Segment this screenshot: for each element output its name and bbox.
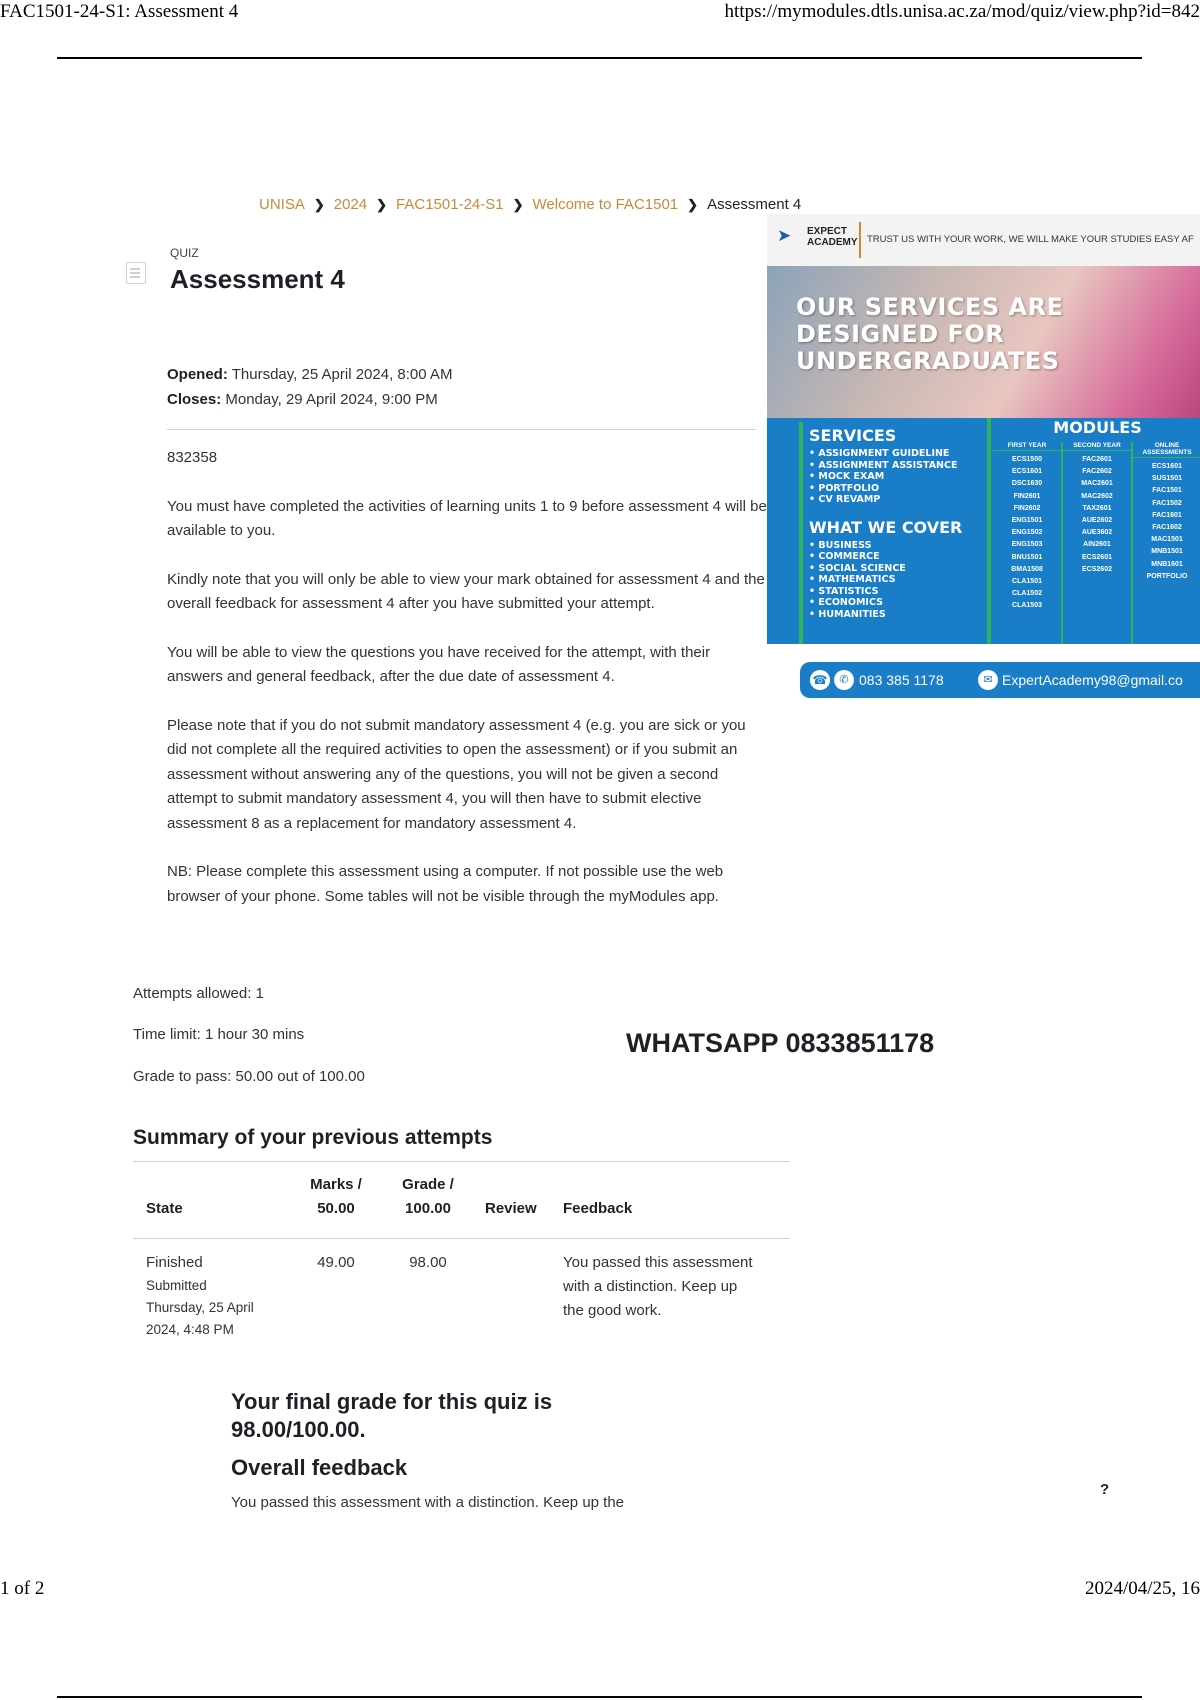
print-url: https://mymodules.dtls.unisa.ac.za/mod/quiz/view.php?id=842	[724, 1, 1200, 22]
breadcrumb-current: Assessment 4	[707, 196, 802, 213]
header-rule	[57, 57, 1142, 59]
ad-module-code: ECS1500	[1012, 456, 1042, 463]
ad-module-code: FIN2601	[1013, 492, 1041, 500]
ad-module-code: MAC1501	[1151, 536, 1183, 544]
description-code: 832358	[167, 449, 218, 466]
ad-module-code: CLA1503	[1012, 602, 1042, 610]
breadcrumb	[259, 196, 801, 213]
ad-modules-column	[993, 442, 1063, 644]
chevron-right-icon: ❯	[313, 197, 325, 212]
print-datetime: 2024/04/25, 16	[1084, 1578, 1200, 1599]
ad-module-code: MAC2602	[1081, 492, 1113, 500]
ad-service-item: • CV REVAMP	[809, 494, 881, 505]
ad-column-title: SECOND YEAR	[1063, 442, 1131, 451]
ad-module-code: FAC2602	[1082, 468, 1112, 476]
whatsapp-watermark: WHATSAPP 0833851178	[626, 1028, 935, 1058]
description-paragraph: Kindly note that you will only be able to view your mark obtained for assessment 4 and the overall feedback for assessment 4 after you have submitted your attempt.	[167, 570, 765, 612]
ad-module-code: FAC1602	[1152, 524, 1182, 532]
advertisement-banner	[767, 214, 1200, 699]
print-page-number: 1 of 2	[0, 1578, 45, 1599]
ad-service-item: • ASSIGNMENT ASSISTANCE	[809, 459, 958, 471]
attempt-feedback-line: with a distinction. Keep up	[563, 1278, 738, 1295]
ad-modules-title: MODULES	[1053, 418, 1142, 437]
ad-phone: 083 385 1178	[859, 672, 944, 688]
chevron-right-icon: ❯	[376, 197, 388, 212]
col-header-state: State	[146, 1200, 183, 1217]
ad-module-code: ENG1503	[1011, 541, 1043, 549]
chevron-right-icon: ❯	[687, 197, 699, 212]
attempt-state-text: Finished	[146, 1254, 203, 1271]
phone-icon: ☎	[810, 670, 830, 690]
closes-label: Closes:	[167, 391, 222, 408]
ad-tagline: TRUST US WITH YOUR WORK, WE WILL MAKE YOUR STUDIES EASY AF	[867, 234, 1194, 245]
ad-service-item: • PORTFOLIO	[809, 482, 880, 494]
final-grade	[231, 1388, 552, 1444]
ad-brand-line: ACADEMY	[807, 237, 858, 248]
col-header-grade-line: Grade /	[402, 1176, 454, 1193]
divider	[167, 429, 756, 430]
attempt-submitted: Thursday, 25 April	[146, 1300, 254, 1315]
footer-rule	[57, 1696, 1142, 1698]
ad-module-code: ECS1601	[1012, 468, 1042, 476]
ad-modules	[987, 418, 1200, 644]
ad-cover-item: • MATHEMATICS	[809, 574, 896, 585]
ad-cover-item: • HUMANITIES	[809, 608, 886, 620]
ad-module-code: ECS2601	[1082, 553, 1112, 561]
help-icon[interactable]: ?	[1100, 1481, 1110, 1498]
ad-brand	[807, 226, 858, 248]
quiz-dates	[167, 362, 452, 412]
grade-to-pass: Grade to pass: 50.00 out of 100.00	[133, 1068, 365, 1085]
overall-feedback-title: Overall feedback	[231, 1455, 408, 1480]
breadcrumb-course[interactable]: FAC1501-24-S1	[396, 196, 504, 213]
ad-headline-line: DESIGNED FOR	[796, 320, 1005, 348]
ad-modules-column	[1063, 442, 1133, 644]
attempt-marks: 49.00	[317, 1254, 355, 1271]
attempt-state	[146, 1251, 254, 1341]
ad-column-title: ONLINE ASSESSMENTS	[1133, 442, 1200, 458]
breadcrumb-unisa[interactable]: UNISA	[259, 196, 305, 213]
ad-module-code: BMA1508	[1011, 565, 1043, 573]
time-limit: Time limit: 1 hour 30 mins	[133, 1026, 305, 1043]
col-header-feedback: Feedback	[563, 1200, 633, 1217]
ad-cover-item: • SOCIAL SCIENCE	[809, 562, 906, 574]
ad-module-code: FAC2601	[1082, 456, 1112, 463]
page-title: Assessment 4	[170, 264, 345, 294]
ad-module-code: MNB1501	[1151, 548, 1183, 556]
ad-services	[799, 422, 999, 644]
ad-service-item: • ASSIGNMENT GUIDELINE	[809, 448, 950, 459]
ad-top-bar	[767, 214, 1200, 266]
ad-modules-column	[1133, 442, 1200, 644]
ad-module-code: SUS1501	[1152, 475, 1182, 483]
ad-email: ExpertAcademy98@gmail.co	[1002, 672, 1183, 688]
col-header-grade-line: 100.00	[405, 1200, 451, 1217]
ad-divider	[859, 222, 861, 258]
ad-cover-item: • ECONOMICS	[809, 597, 883, 608]
attempt-grade: 98.00	[409, 1254, 447, 1271]
print-page-title: FAC1501-24-S1: Assessment 4	[0, 1, 239, 22]
ad-headline-line: OUR SERVICES ARE	[796, 293, 1064, 321]
ad-module-code: PORTFOLIO	[1146, 572, 1188, 580]
table-top-border	[133, 1161, 790, 1162]
attempt-submitted: 2024, 4:48 PM	[146, 1322, 234, 1337]
col-header-marks-line: Marks /	[310, 1176, 362, 1193]
breadcrumb-year[interactable]: 2024	[333, 196, 368, 213]
ad-module-code: CLA1501	[1012, 578, 1042, 586]
activity-type-label: QUIZ	[170, 246, 199, 260]
closes-value: Monday, 29 April 2024, 9:00 PM	[225, 391, 438, 408]
chevron-right-icon: ❯	[512, 197, 524, 212]
attempts-allowed: Attempts allowed: 1	[133, 985, 264, 1002]
col-header-marks-line: 50.00	[317, 1200, 355, 1217]
description-paragraph: NB: Please complete this assessment using a computer. If not possible use the web browser of your phone. Some tables will not be visible through the myModules app.	[167, 863, 724, 905]
attempt-feedback-line: You passed this assessment	[563, 1254, 753, 1271]
ad-module-code: FAC1502	[1152, 499, 1182, 507]
table-header-border	[133, 1238, 790, 1239]
quiz-icon	[126, 262, 146, 284]
ad-service-item: • MOCK EXAM	[809, 471, 885, 482]
ad-module-code: AUE2602	[1081, 517, 1113, 525]
opened-value: Thursday, 25 April 2024, 8:00 AM	[231, 366, 453, 383]
ad-module-code: AIN2601	[1083, 541, 1111, 549]
ad-cover-item: • BUSINESS	[809, 539, 872, 551]
ad-cover-title: WHAT WE COVER	[809, 517, 963, 537]
ad-headline	[796, 294, 1064, 375]
overall-feedback-text: You passed this assessment with a distinction. Keep up the	[231, 1494, 625, 1511]
print-header	[0, 0, 1200, 28]
ad-brand-line: EXPECT	[807, 226, 848, 237]
ad-module-code: ECS1601	[1152, 463, 1182, 470]
col-header-marks	[306, 1173, 366, 1221]
whatsapp-icon: ✆	[834, 670, 854, 690]
breadcrumb-welcome[interactable]: Welcome to FAC1501	[532, 196, 679, 213]
ad-headline-line: UNDERGRADUATES	[796, 347, 1060, 375]
col-header-review: Review	[485, 1200, 537, 1217]
description-paragraph: You must have completed the activities of learning units 1 to 9 before assessment 4 will be available to you.	[167, 497, 767, 539]
attempt-submitted: Submitted	[146, 1278, 207, 1293]
opened-label: Opened:	[167, 366, 228, 383]
ad-module-code: ECS2602	[1082, 565, 1112, 573]
summary-title: Summary of your previous attempts	[133, 1126, 493, 1149]
quiz-description	[167, 446, 767, 933]
mail-icon: ✉	[978, 670, 998, 690]
paper-plane-icon: ➤	[777, 226, 792, 245]
final-grade-value: 98.00/100.00.	[231, 1417, 366, 1442]
ad-cover-item: • STATISTICS	[809, 585, 879, 597]
ad-module-code: ENG1501	[1011, 517, 1043, 525]
ad-module-code: MNB1601	[1151, 560, 1183, 568]
ad-module-code: AUE3602	[1081, 529, 1113, 537]
col-header-grade	[393, 1173, 463, 1221]
ad-module-code: DSC1630	[1011, 480, 1043, 488]
ad-module-code: MAC2601	[1081, 480, 1113, 488]
ad-module-code: FIN2602	[1013, 504, 1041, 512]
print-footer	[0, 1578, 1200, 1606]
ad-module-code: FAC1601	[1152, 511, 1182, 519]
ad-module-code: TAX2601	[1082, 504, 1112, 512]
ad-contact-bar	[800, 662, 1200, 698]
attempt-feedback-line: the good work.	[563, 1302, 662, 1319]
ad-module-code: FAC1501	[1152, 487, 1182, 495]
description-paragraph: You will be able to view the questions you have received for the attempt, with their answers and general feedback, after the due date of assessment 4.	[167, 643, 711, 685]
ad-module-code: ENG1502	[1011, 529, 1043, 537]
ad-column-title: FIRST YEAR	[993, 442, 1061, 451]
ad-services-title: SERVICES	[809, 426, 897, 445]
ad-module-code: CLA1502	[1012, 590, 1042, 598]
final-grade-line: Your final grade for this quiz is	[231, 1389, 553, 1414]
attempt-feedback	[563, 1251, 788, 1323]
ad-cover-item: • COMMERCE	[809, 551, 880, 562]
ad-module-code: BNU1501	[1011, 553, 1043, 561]
description-paragraph: Please note that if you do not submit mandatory assessment 4 (e.g. you are sick or you did not complete all the required activities to open the assessment) or if you submit an assessment without answering any of the questions, you will not be given a second attempt to submit mandatory assessment 4, you will then have to submit elective assessment 8 as a replacement for mandatory assessment 4.	[167, 716, 746, 832]
